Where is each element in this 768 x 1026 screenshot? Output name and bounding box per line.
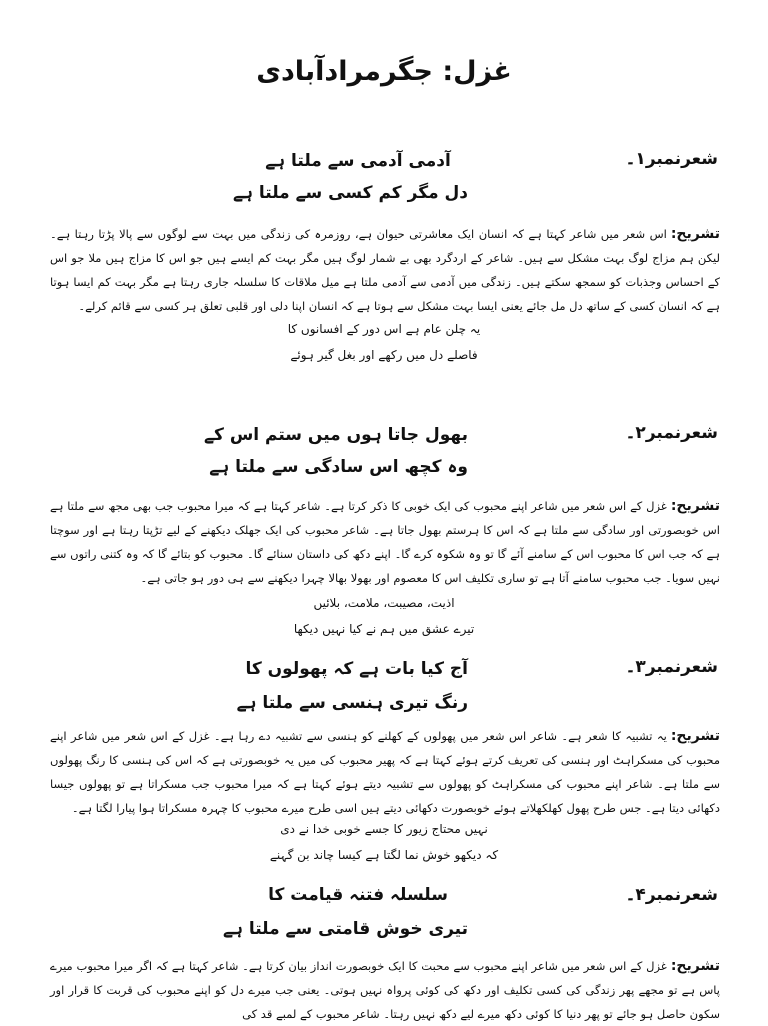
couplet-2-verse-line-2: تیرے عشق میں ہم نے کیا نہیں دیکھا bbox=[293, 622, 475, 636]
couplet-3-verse-line-2: کہ دیکھو خوش نما لگتا ہے کیسا چاند بن گہنے bbox=[269, 848, 499, 862]
couplet-2-explanation-text: غزل کے اس شعر میں شاعر اپنے محبوب کی ایک خوبی کا ذکر کرتا ہے۔ شاعر کہتا ہے کہ میرا محبوب جب بھی مجھ سے ملتا ہے اس خوبصورتی اور سادگی سے ملتا ہے کہ اس کا ہرستم بھول جاتا ہے۔ شاعر محبوب کی ایک جھلک دیکھنے کے لیے تڑپتا رہتا ہے اور سوچتا ہے کہ جب اس کا محبوب اس کے سامنے آئے گا تو وہ شکوہ کرے گا۔ اپنے دکھ کی داستان سنائے گا۔ محبوب کو بتائے گا کہ وہ کتنی راتوں سے نہیں سویا۔ جب محبوب سامنے آتا ہے تو ساری تکلیف اس کا معصوم اور بھولا بھالا چہرا دیکھنے سے ہی دور ہو جاتی ہے۔ bbox=[50, 499, 720, 585]
couplet-2-line-2: وہ کچھ اس سادگی سے ملتا ہے bbox=[209, 457, 468, 477]
couplet-1-explanation bbox=[50, 222, 720, 318]
couplet-4-explanation-text: غزل کے اس شعر میں شاعر اپنے محبوب سے محبت کا ایک خوبصورت انداز بیان کرتا ہے۔ شاعر کہتا ہے کہ اگر میرا محبوب میرے پاس ہے تو مجھے پھر زندگی کی کسی تکلیف اور دکھ کی کوئی پرواہ نہیں ہوتی۔ یعنی جب میرے دل کو اپنے محبوب کی قربت کا قرار اور سکون حاصل ہو جائے تو پھر دنیا کا کوئی دکھ میرے لیے دکھ نہیں رہتا۔ شاعر محبوب کے لمبے قد کی bbox=[50, 959, 720, 1021]
couplet-2-number: شعرنمبر۲۔ bbox=[625, 423, 718, 443]
couplet-1-explanation-text: اس شعر میں شاعر کہتا ہے کہ انسان ایک معاشرتی حیوان ہے، روزمرہ کی زندگی میں بہت سے لوگوں سے پالا پڑتا رہتا ہے۔ لیکن ہم مزاج لوگ بہت مشکل سے ہیں۔ شاعر کے اردگرد بھی بے شمار لوگ ہیں مگر بہت کم ایسے ہیں جو اس کا مزاج ہیں ملا جو اس کے احساس وجذبات کو سمجھ سکتے ہیں۔ زندگی میں آدمی سے آدمی ملتا ہے میل ملاقات کا سلسلہ جاری رہتا ہے مگر بہت کم ایسا ہوتا ہے کہ انسان کسی کے ساتھ دل مل جائے یعنی ایسا بہت مشکل سے ہوتا ہے کہ انسان اپنا دلی اور قلبی تعلق ہر کسی سے قائم کرلے۔ bbox=[50, 227, 720, 313]
couplet-4-explanation bbox=[50, 954, 720, 1026]
couplet-4-explanation-label: تشریح: bbox=[670, 958, 720, 974]
couplet-2-line-1: بھول جاتا ہوں میں ستم اس کے bbox=[204, 425, 468, 445]
couplet-3-explanation-text: یہ تشبیہ کا شعر ہے۔ شاعر اس شعر میں پھولوں کے کھلنے کو ہنسی سے تشبیہ دے رہا ہے۔ غزل کے اس شعر میں شاعر اپنے محبوب کی مسکراہٹ اور ہنسی کی تعریف کرتے ہوئے کہتا ہے کہ پھیر محبوب کی میں یہ خوبصورتی ہے کہ اس کی ہنسی کا رنگ پھولوں سے ملتا ہے۔ شاعر اپنے محبوب کی مسکراہٹ کو پھولوں سے تشبیہ دیتے ہوئے کہتا ہے کہ میرا محبوب جب مسکراتا ہے تو پھولوں جیسا دکھائی دیتا ہے۔ جس طرح پھول کھلکھلاتے ہوئے خوبصورت دکھائی دیتے ہیں اسی طرح میرے محبوب کا چہرہ مسکراتا ہوا پیارا لگتا ہے۔ bbox=[50, 729, 720, 815]
couplet-2-verse-line-1: اذیت، مصیبت، ملامت، بلائیں bbox=[313, 596, 455, 610]
couplet-1-line-2: دل مگر کم کسی سے ملتا ہے bbox=[233, 183, 468, 203]
couplet-4-line-1: سلسلہ فتنہ قیامت کا bbox=[268, 885, 448, 905]
couplet-3-explanation-label: تشریح: bbox=[670, 728, 720, 744]
couplet-1-verse-line-2: فاصلے دل میں رکھے اور بغل گیر ہوئے bbox=[290, 348, 478, 362]
couplet-1-verse-line-1: یہ چلن عام ہے اس دور کے افسانوں کا bbox=[287, 322, 481, 336]
couplet-3-number: شعرنمبر۳۔ bbox=[625, 657, 718, 677]
couplet-4-number: شعرنمبر۴۔ bbox=[625, 885, 718, 905]
couplet-1-number: شعرنمبر۱۔ bbox=[625, 149, 718, 169]
page-title: غزل: جگرمرادآبادی bbox=[256, 56, 512, 87]
couplet-4-line-2: تیری خوش قامتی سے ملتا ہے bbox=[222, 919, 468, 939]
couplet-1-line-1: آدمی آدمی سے ملتا ہے bbox=[265, 151, 451, 171]
couplet-3-verse-line-1: نہیں محتاج زیور کا جسے خوبی خدا نے دی bbox=[280, 822, 488, 836]
couplet-3-line-2: رنگ تیری ہنسی سے ملتا ہے bbox=[236, 693, 468, 713]
couplet-3-explanation bbox=[50, 724, 720, 820]
couplet-1-explanation-label: تشریح: bbox=[670, 226, 720, 242]
couplet-2-explanation-label: تشریح: bbox=[670, 498, 720, 514]
couplet-2-explanation bbox=[50, 494, 720, 590]
couplet-3-line-1: آج کیا بات ہے کہ پھولوں کا bbox=[245, 659, 468, 679]
